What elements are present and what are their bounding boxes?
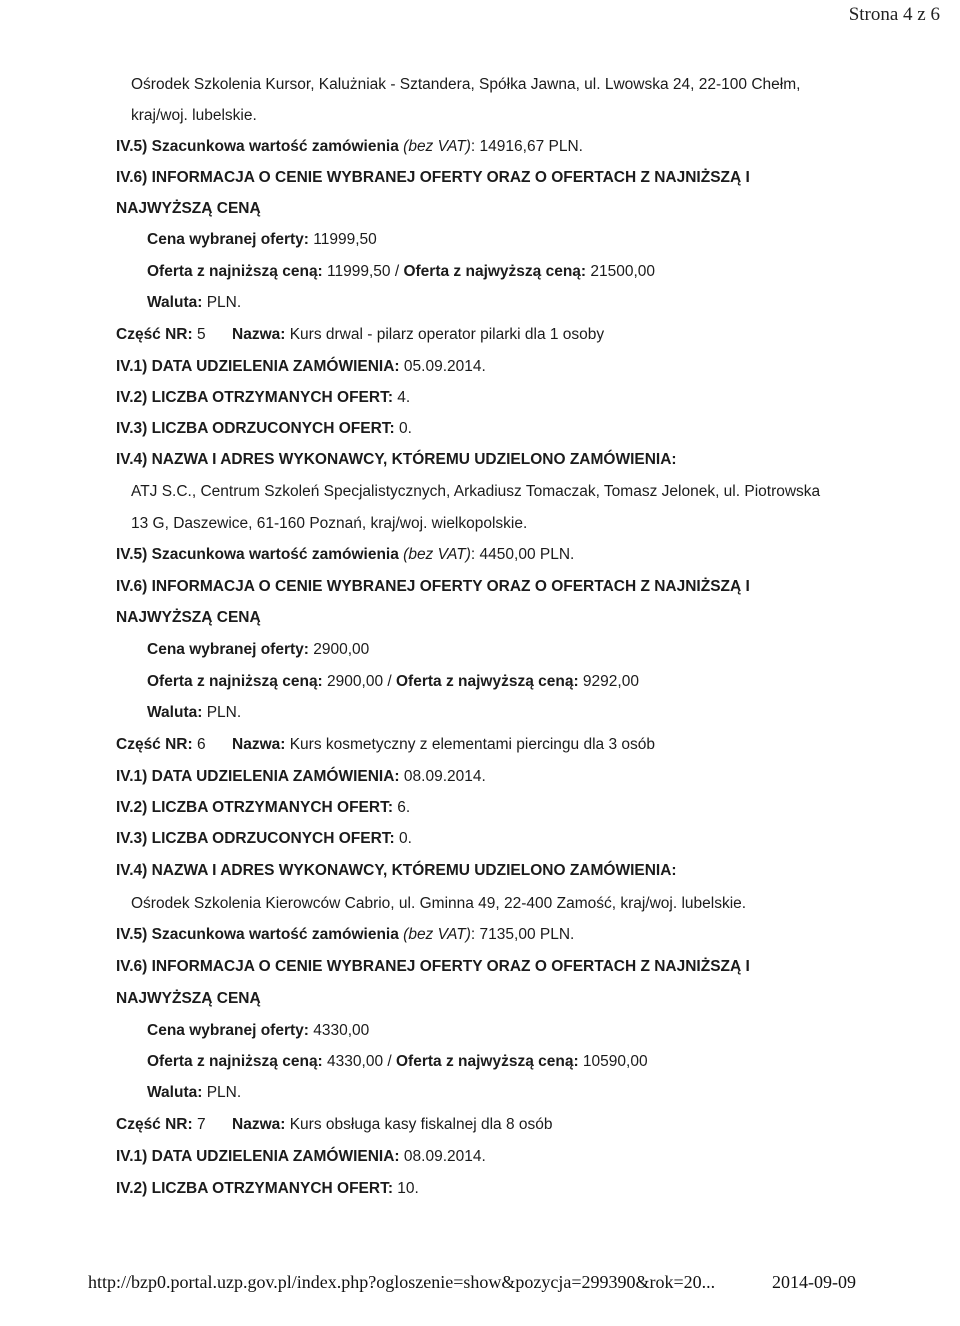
award-date-value: 05.09.2014. — [399, 358, 486, 375]
estimated-value: : 14916,67 PLN. — [470, 138, 583, 155]
price-info-heading-2: NAJWYŻSZĄ CENĄ — [116, 609, 261, 626]
contractor-heading: IV.4) NAZWA I ADRES WYKONAWCY, KTÓREMU UDZIELONO ZAMÓWIENIA: — [116, 862, 677, 879]
award-date-label: IV.1) DATA UDZIELENIA ZAMÓWIENIA: — [116, 1148, 400, 1165]
selected-price-row — [147, 640, 369, 660]
vat-note: (bez VAT) — [403, 138, 471, 155]
award-date-row — [116, 767, 486, 787]
price-range-row — [147, 262, 655, 282]
lowest-price-value: 2900,00 / — [322, 673, 396, 690]
estimated-value: : 4450,00 PLN. — [470, 546, 575, 563]
highest-price-value: 9292,00 — [578, 673, 639, 690]
part-name-label: Nazwa: — [232, 326, 286, 343]
part-number-label: Część NR: — [116, 326, 193, 343]
selected-price-value: 2900,00 — [308, 641, 370, 658]
offers-rejected-row — [116, 829, 412, 849]
offers-rejected-value: 0. — [394, 830, 412, 847]
part-name-value: Kurs kosmetyczny z elementami piercingu dla 3 osób — [285, 736, 655, 753]
contractor-line-1: Ośrodek Szkolenia Kierowców Cabrio, ul. Gminna 49, 22-400 Zamość, kraj/woj. lubelskie. — [131, 895, 747, 912]
price-range-row — [147, 1052, 648, 1072]
offers-received-row — [116, 388, 410, 408]
offers-received-label: IV.2) LICZBA OTRZYMANYCH OFERT: — [116, 389, 393, 406]
part-number-value: 5 — [192, 326, 206, 343]
contractor-line-2: 13 G, Daszewice, 61-160 Poznań, kraj/woj. wielkopolskie. — [131, 515, 528, 532]
price-info-heading-1: IV.6) INFORMACJA O CENIE WYBRANEJ OFERTY ORAZ O OFERTACH Z NAJNIŻSZĄ I — [116, 958, 750, 975]
estimated-value-label: IV.5) Szacunkowa wartość zamówienia — [116, 926, 399, 943]
offers-received-value: 6. — [393, 799, 411, 816]
currency-row — [147, 1083, 241, 1103]
offers-received-row — [116, 798, 410, 818]
award-date-label: IV.1) DATA UDZIELENIA ZAMÓWIENIA: — [116, 358, 400, 375]
award-date-row — [116, 357, 486, 377]
highest-price-label: Oferta z najwyższą ceną: — [396, 673, 579, 690]
highest-price-label: Oferta z najwyższą ceną: — [403, 263, 587, 280]
offers-rejected-row — [116, 419, 412, 439]
price-info-heading-2: NAJWYŻSZĄ CENĄ — [116, 990, 261, 1007]
lowest-price-value: 11999,50 / — [322, 263, 404, 280]
price-range-row — [147, 672, 639, 692]
part-name-label: Nazwa: — [232, 736, 286, 753]
selected-price-value: 11999,50 — [308, 231, 377, 248]
estimated-value-row — [116, 545, 574, 565]
award-date-row — [116, 1147, 486, 1167]
contractor-heading: IV.4) NAZWA I ADRES WYKONAWCY, KTÓREMU UDZIELONO ZAMÓWIENIA: — [116, 451, 677, 468]
lowest-price-value: 4330,00 / — [322, 1053, 396, 1070]
currency-row — [147, 293, 241, 313]
offers-received-label: IV.2) LICZBA OTRZYMANYCH OFERT: — [116, 1180, 393, 1197]
price-info-heading-1: IV.6) INFORMACJA O CENIE WYBRANEJ OFERTY ORAZ O OFERTACH Z NAJNIŻSZĄ I — [116, 169, 750, 186]
part-number-value: 6 — [192, 736, 206, 753]
offers-rejected-label: IV.3) LICZBA ODRZUCONYCH OFERT: — [116, 420, 395, 437]
offers-rejected-label: IV.3) LICZBA ODRZUCONYCH OFERT: — [116, 830, 395, 847]
offers-rejected-value: 0. — [394, 420, 412, 437]
award-date-label: IV.1) DATA UDZIELENIA ZAMÓWIENIA: — [116, 768, 400, 785]
currency-label: Waluta: — [147, 1084, 203, 1101]
part-6-header — [116, 735, 206, 755]
part-5-name — [232, 325, 604, 345]
part-7-name — [232, 1115, 553, 1135]
part-number-label: Część NR: — [116, 736, 193, 753]
estimated-value-row — [116, 137, 583, 157]
part-7-header — [116, 1115, 206, 1135]
price-info-heading-1: IV.6) INFORMACJA O CENIE WYBRANEJ OFERTY ORAZ O OFERTACH Z NAJNIŻSZĄ I — [116, 578, 750, 595]
footer-date: 2014-09-09 — [772, 1272, 856, 1292]
lowest-price-label: Oferta z najniższą ceną: — [147, 673, 323, 690]
page-number: Strona 4 z 6 — [848, 4, 940, 25]
estimated-value-row — [116, 925, 574, 945]
part-name-label: Nazwa: — [232, 1116, 286, 1133]
currency-label: Waluta: — [147, 294, 203, 311]
currency-label: Waluta: — [147, 704, 203, 721]
award-date-value: 08.09.2014. — [399, 768, 486, 785]
part-name-value: Kurs obsługa kasy fiskalnej dla 8 osób — [285, 1116, 553, 1133]
estimated-value: : 7135,00 PLN. — [470, 926, 575, 943]
offers-received-label: IV.2) LICZBA OTRZYMANYCH OFERT: — [116, 799, 393, 816]
price-info-heading-2: NAJWYŻSZĄ CENĄ — [116, 200, 261, 217]
currency-value: PLN. — [202, 704, 242, 721]
vat-note: (bez VAT) — [403, 926, 471, 943]
selected-price-label: Cena wybranej oferty: — [147, 641, 309, 658]
award-date-value: 08.09.2014. — [399, 1148, 486, 1165]
selected-price-label: Cena wybranej oferty: — [147, 1022, 309, 1039]
offers-received-row — [116, 1179, 419, 1199]
estimated-value-label: IV.5) Szacunkowa wartość zamówienia — [116, 138, 399, 155]
selected-price-label: Cena wybranej oferty: — [147, 231, 309, 248]
currency-value: PLN. — [202, 294, 242, 311]
part-6-name — [232, 735, 655, 755]
vat-note: (bez VAT) — [403, 546, 471, 563]
part-name-value: Kurs drwal - pilarz operator pilarki dla 1 osoby — [285, 326, 605, 343]
highest-price-value: 21500,00 — [586, 263, 656, 280]
currency-row — [147, 703, 241, 723]
part-5-header — [116, 325, 206, 345]
lowest-price-label: Oferta z najniższą ceną: — [147, 263, 323, 280]
currency-value: PLN. — [202, 1084, 242, 1101]
offers-received-value: 4. — [393, 389, 411, 406]
part-number-value: 7 — [192, 1116, 206, 1133]
selected-price-row — [147, 230, 377, 250]
lowest-price-label: Oferta z najniższą ceną: — [147, 1053, 323, 1070]
estimated-value-label: IV.5) Szacunkowa wartość zamówienia — [116, 546, 399, 563]
offers-received-value: 10. — [393, 1180, 419, 1197]
selected-price-value: 4330,00 — [308, 1022, 370, 1039]
contractor-line-1: ATJ S.C., Centrum Szkoleń Specjalistycznych, Arkadiusz Tomaczak, Tomasz Jelonek, ul. Piotrowska — [131, 483, 821, 500]
contractor-line-2: kraj/woj. lubelskie. — [131, 107, 257, 124]
footer-url[interactable]: http://bzp0.portal.uzp.gov.pl/index.php?ogloszenie=show&pozycja=299390&rok=20... — [88, 1272, 716, 1292]
contractor-line-1: Ośrodek Szkolenia Kursor, Kalużniak - Sztandera, Spółka Jawna, ul. Lwowska 24, 22-100 Chełm, — [131, 76, 801, 93]
selected-price-row — [147, 1021, 369, 1041]
highest-price-label: Oferta z najwyższą ceną: — [396, 1053, 579, 1070]
part-number-label: Część NR: — [116, 1116, 193, 1133]
highest-price-value: 10590,00 — [578, 1053, 648, 1070]
